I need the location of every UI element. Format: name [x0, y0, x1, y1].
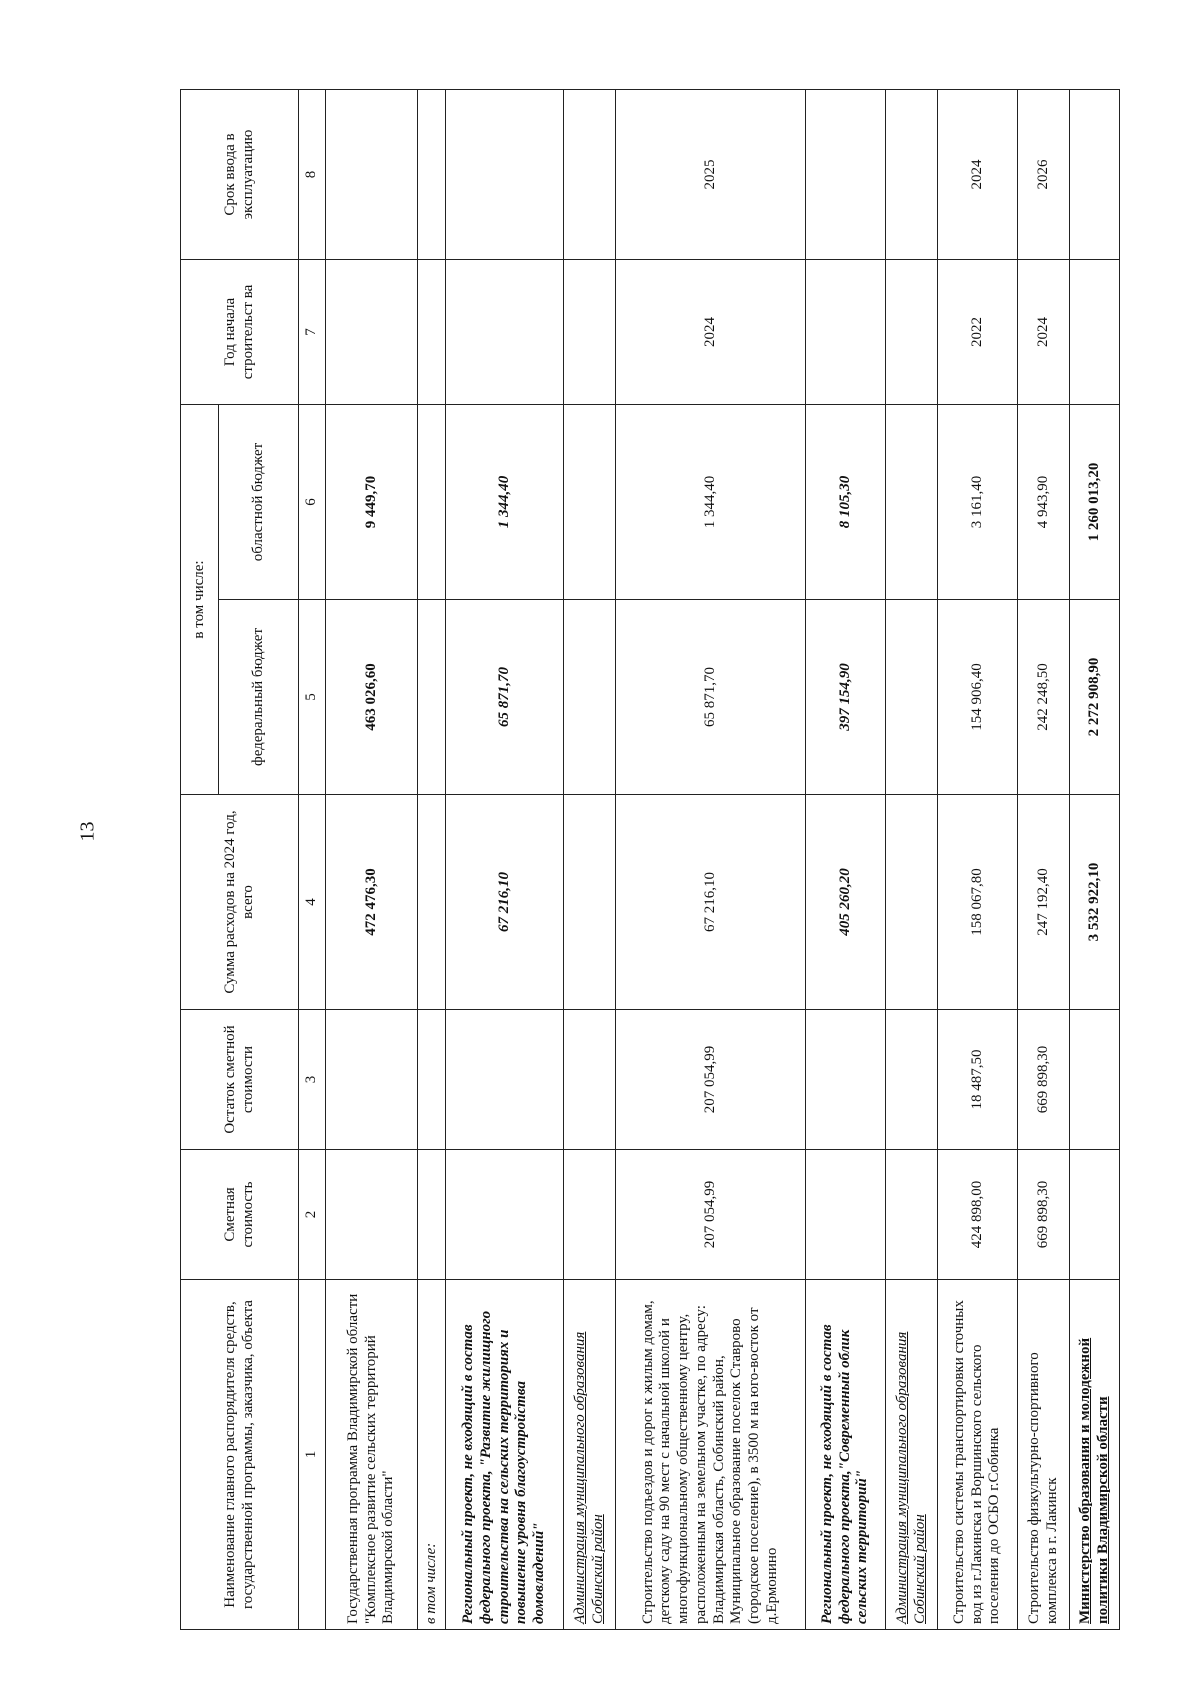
page-number: 13 — [76, 821, 99, 842]
cell-commissioning — [886, 90, 938, 260]
cell-total-2024: 158 067,80 — [938, 795, 1018, 1010]
cell-federal-budget: 65 871,70 — [446, 600, 564, 795]
cell-total-2024: 3 532 922,10 — [1070, 795, 1120, 1010]
cell-regional-budget — [564, 405, 616, 600]
cell-regional-budget — [418, 405, 446, 600]
cell-regional-budget — [886, 405, 938, 600]
cell-regional-budget: 9 449,70 — [326, 405, 418, 600]
cell-start-year — [806, 260, 886, 405]
cell-total-2024: 67 216,10 — [616, 795, 806, 1010]
cell-estimated-cost — [418, 1150, 446, 1280]
index-cell: 7 — [299, 260, 326, 405]
row-name: Региональный проект, не входящий в состав федерального проекта,"Современный облик сельских территорий" — [806, 1280, 886, 1630]
index-cell: 4 — [299, 795, 326, 1010]
cell-start-year: 2022 — [938, 260, 1018, 405]
cell-remaining-cost — [326, 1010, 418, 1150]
cell-estimated-cost: 207 054,99 — [616, 1150, 806, 1280]
table-row — [1018, 90, 1070, 1630]
header-remaining-cost: Остаток сметной стоимости — [181, 1010, 299, 1150]
cell-estimated-cost — [806, 1150, 886, 1280]
cell-regional-budget: 1 260 013,20 — [1070, 405, 1120, 600]
cell-commissioning — [418, 90, 446, 260]
index-cell: 5 — [299, 600, 326, 795]
cell-start-year — [326, 260, 418, 405]
cell-federal-budget: 463 026,60 — [326, 600, 418, 795]
cell-federal-budget — [886, 600, 938, 795]
table-row — [886, 90, 938, 1630]
cell-federal-budget: 154 906,40 — [938, 600, 1018, 795]
table-row — [806, 90, 886, 1630]
cell-commissioning — [1070, 90, 1120, 260]
row-name: в том числе: — [418, 1280, 446, 1630]
table-row — [938, 90, 1018, 1630]
cell-regional-budget: 3 161,40 — [938, 405, 1018, 600]
cell-total-2024: 247 192,40 — [1018, 795, 1070, 1010]
cell-regional-budget: 1 344,40 — [616, 405, 806, 600]
header-federal-budget: федеральный бюджет — [219, 600, 299, 795]
header-regional-budget: областной бюджет — [219, 405, 299, 600]
cell-federal-budget: 242 248,50 — [1018, 600, 1070, 795]
cell-estimated-cost — [446, 1150, 564, 1280]
cell-remaining-cost — [564, 1010, 616, 1150]
header-name: Наименование главного распорядителя средств, государственной программы, заказчика, объекта — [181, 1280, 299, 1630]
cell-total-2024 — [886, 795, 938, 1010]
cell-commissioning: 2024 — [938, 90, 1018, 260]
cell-estimated-cost — [886, 1150, 938, 1280]
row-name: Региональный проект, не входящий в состав федерального проекта, "Развитие жилищного строительства на сельских территориях и повышение уровня благоустройства домовладений" — [446, 1280, 564, 1630]
cell-federal-budget: 2 272 908,90 — [1070, 600, 1120, 795]
capital-construction-table — [180, 89, 1120, 1630]
cell-total-2024 — [418, 795, 446, 1010]
table-row — [446, 90, 564, 1630]
index-cell: 8 — [299, 90, 326, 260]
cell-remaining-cost — [418, 1010, 446, 1150]
cell-start-year — [564, 260, 616, 405]
index-cell: 3 — [299, 1010, 326, 1150]
row-name: Администрация муниципального образования Собинский район — [564, 1280, 616, 1630]
cell-estimated-cost — [1070, 1150, 1120, 1280]
cell-estimated-cost — [326, 1150, 418, 1280]
header-start-year: Год начала строительст ва — [181, 260, 299, 405]
cell-remaining-cost — [446, 1010, 564, 1150]
cell-estimated-cost: 669 898,30 — [1018, 1150, 1070, 1280]
cell-commissioning — [806, 90, 886, 260]
cell-commissioning: 2025 — [616, 90, 806, 260]
row-name: Строительство физкультурно-спортивного комплекса в г. Лакинск — [1018, 1280, 1070, 1630]
cell-remaining-cost — [886, 1010, 938, 1150]
table-row — [616, 90, 806, 1630]
cell-estimated-cost: 424 898,00 — [938, 1150, 1018, 1280]
cell-commissioning — [326, 90, 418, 260]
cell-start-year: 2024 — [1018, 260, 1070, 405]
cell-start-year — [1070, 260, 1120, 405]
cell-remaining-cost — [806, 1010, 886, 1150]
header-including: в том числе: — [181, 405, 219, 795]
header-commissioning: Срок ввода в эксплуатацию — [181, 90, 299, 260]
header-total-2024: Сумма расходов на 2024 год, всего — [181, 795, 299, 1010]
cell-federal-budget — [418, 600, 446, 795]
cell-start-year — [418, 260, 446, 405]
index-cell: 2 — [299, 1150, 326, 1280]
cell-remaining-cost: 18 487,50 — [938, 1010, 1018, 1150]
cell-remaining-cost: 669 898,30 — [1018, 1010, 1070, 1150]
cell-federal-budget — [564, 600, 616, 795]
cell-regional-budget: 1 344,40 — [446, 405, 564, 600]
cell-total-2024 — [564, 795, 616, 1010]
cell-commissioning: 2026 — [1018, 90, 1070, 260]
table-row — [1070, 90, 1120, 1630]
cell-regional-budget: 4 943,90 — [1018, 405, 1070, 600]
table-row — [418, 90, 446, 1630]
cell-start-year — [446, 260, 564, 405]
cell-remaining-cost: 207 054,99 — [616, 1010, 806, 1150]
cell-estimated-cost — [564, 1150, 616, 1280]
cell-total-2024: 472 476,30 — [326, 795, 418, 1010]
cell-total-2024: 67 216,10 — [446, 795, 564, 1010]
cell-federal-budget: 65 871,70 — [616, 600, 806, 795]
row-name: Администрация муниципального образования Собинский район — [886, 1280, 938, 1630]
table-row — [564, 90, 616, 1630]
column-index-row — [299, 90, 326, 1630]
cell-federal-budget: 397 154,90 — [806, 600, 886, 795]
cell-start-year: 2024 — [616, 260, 806, 405]
row-name: Строительство системы транспортировки сточных вод из г.Лакинска и Воршинского сельского поселения до ОСБО г.Собинка — [938, 1280, 1018, 1630]
cell-total-2024: 405 260,20 — [806, 795, 886, 1010]
row-name: Государственная программа Владимирской области "Комплексное развитие сельских территорий Владимирской области" — [326, 1280, 418, 1630]
cell-regional-budget: 8 105,30 — [806, 405, 886, 600]
rotated-table-sheet — [180, 90, 1111, 1630]
cell-commissioning — [446, 90, 564, 260]
index-cell: 1 — [299, 1280, 326, 1630]
table-row — [326, 90, 418, 1630]
row-name: Министерство образования и молодежной политики Владимирской области — [1070, 1280, 1120, 1630]
header-estimated-cost: Сметная стоимость — [181, 1150, 299, 1280]
index-cell: 6 — [299, 405, 326, 600]
cell-remaining-cost — [1070, 1010, 1120, 1150]
cell-start-year — [886, 260, 938, 405]
cell-commissioning — [564, 90, 616, 260]
row-name: Строительство подъездов и дорог к жилым домам, детскому саду на 90 мест с начальной школой и многофункциональному общественному центру, расположенным на земельном участке, по адресу: Владимирская область, Собинский район, Муниципальное образование поселок Ставрово (городское поселение), в 3500 м на юго-восток от д.Ермонино — [616, 1280, 806, 1630]
